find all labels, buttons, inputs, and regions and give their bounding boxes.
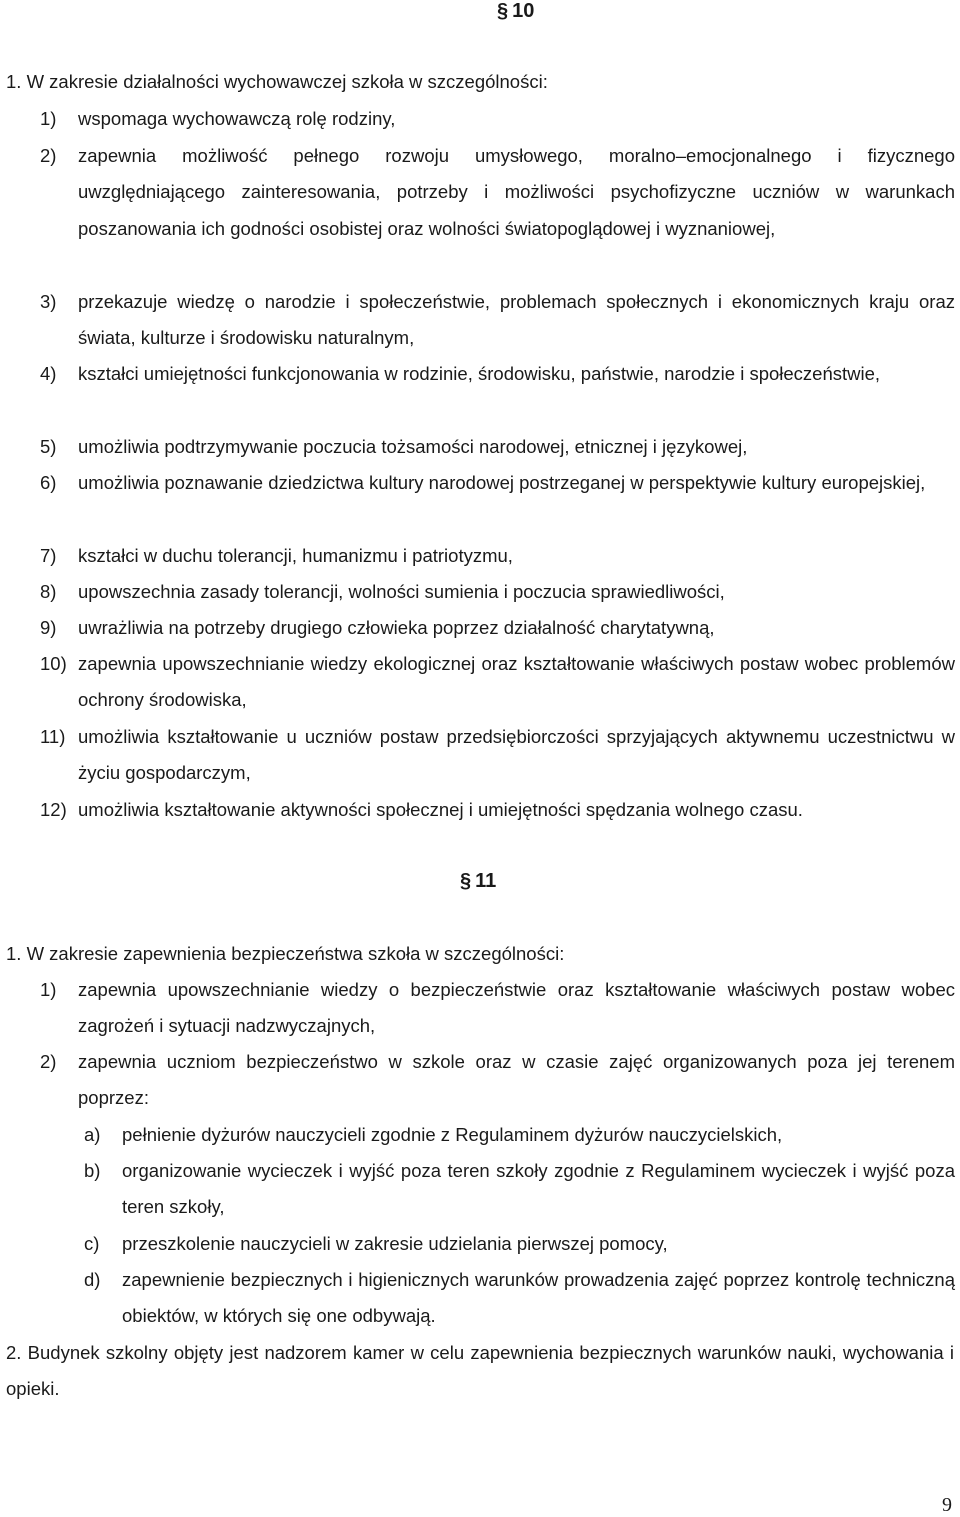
list-item xyxy=(40,1044,955,1117)
section-number: 11 xyxy=(475,870,497,892)
item-number: 11) xyxy=(40,726,66,747)
item-number: 12) xyxy=(40,799,67,820)
list-item xyxy=(40,574,955,610)
sub-item-letter: d) xyxy=(84,1269,101,1290)
page-number: 9 xyxy=(942,1494,952,1516)
item-text: kształci umiejętności funkcjonowania w rodzinie, środowisku, państwie, narodzie i społeczeństwie, xyxy=(78,363,881,384)
item-text: wspomaga wychowawczą rolę rodziny, xyxy=(78,108,396,129)
item-text: umożliwia kształtowanie u uczniów postaw przedsiębiorczości sprzyjających aktywnemu uczestnictwu w życiu gospodarczym, xyxy=(78,726,955,784)
item-number: 1) xyxy=(40,108,57,129)
item-number: 3) xyxy=(40,291,57,312)
list-item xyxy=(40,138,955,247)
item-text: zapewnia możliwość pełnego rozwoju umysłowego, moralno–emocjonalnego i fizycznego uwzględniającego zainteresowania, potrzeby i możliwości psychofizyczne uczniów w warunkach poszanowania ich godności osobistej oraz wolności światopoglądowej i wyznaniowej, xyxy=(78,145,955,239)
item-number: 6) xyxy=(40,472,57,493)
item-text: zapewnia upowszechnianie wiedzy ekologicznej oraz kształtowanie właściwych postaw wobec problemów ochrony środowiska, xyxy=(78,653,955,711)
section-11-heading xyxy=(460,870,496,893)
sub-item-letter: c) xyxy=(84,1233,100,1254)
section-10-intro: 1. W zakresie działalności wychowawczej szkoła w szczególności: xyxy=(6,71,548,92)
item-text: zapewnia uczniom bezpieczeństwo w szkole oraz w czasie zajęć organizowanych poza jej terenem poprzez: xyxy=(78,1051,955,1109)
sub-item-text: organizowanie wycieczek i wyjść poza teren szkoły zgodnie z Regulaminem wycieczek i wyjść poza teren szkoły, xyxy=(122,1160,955,1218)
sub-item-letter: b) xyxy=(84,1160,101,1181)
item-number: 9) xyxy=(40,617,57,638)
item-text: upowszechnia zasady tolerancji, wolności sumienia i poczucia sprawiedliwości, xyxy=(78,581,725,602)
list-item xyxy=(40,719,955,792)
section-11-intro: 1. W zakresie zapewnienia bezpieczeństwa szkoła w szczególności: xyxy=(6,943,565,964)
item-number: 7) xyxy=(40,545,57,566)
item-number: 2) xyxy=(40,145,57,166)
section-symbol: § xyxy=(497,0,509,22)
item-text: zapewnia upowszechnianie wiedzy o bezpieczeństwie oraz kształtowanie właściwych postaw wobec zagrożeń i sytuacji nadzwyczajnych, xyxy=(78,979,955,1037)
section-number: 10 xyxy=(512,0,535,22)
item-text: umożliwia poznawanie dziedzictwa kultury narodowej postrzeganej w perspektywie kultury europejskiej, xyxy=(78,472,926,493)
sub-list-item xyxy=(84,1226,955,1262)
item-number: 2) xyxy=(40,1051,57,1072)
sub-item-text: pełnienie dyżurów nauczycieli zgodnie z Regulaminem dyżurów nauczycielskich, xyxy=(122,1124,783,1145)
list-item xyxy=(40,538,955,574)
section-11-point-2: 2. Budynek szkolny objęty jest nadzorem kamer w celu zapewnienia bezpiecznych warunków nauki, wychowania i opieki. xyxy=(6,1342,954,1400)
item-text: kształci w duchu tolerancji, humanizmu i patriotyzmu, xyxy=(78,545,513,566)
item-text: przekazuje wiedzę o narodzie i społeczeństwie, problemach społecznych i ekonomicznych kraju oraz świata, kulturze i środowisku naturalnym, xyxy=(78,291,955,349)
section-10-heading xyxy=(497,0,534,23)
item-number: 4) xyxy=(40,363,57,384)
section-symbol: § xyxy=(460,870,472,892)
item-number: 1) xyxy=(40,979,57,1000)
sub-item-text: przeszkolenie nauczycieli w zakresie udzielania pierwszej pomocy, xyxy=(122,1233,668,1254)
list-item xyxy=(40,465,955,501)
item-number: 5) xyxy=(40,436,57,457)
item-text: uwrażliwia na potrzeby drugiego człowieka poprzez działalność charytatywną, xyxy=(78,617,715,638)
sub-list-item xyxy=(84,1153,955,1226)
list-item xyxy=(40,646,955,719)
list-item xyxy=(40,792,955,828)
list-item xyxy=(40,284,955,357)
item-number: 10) xyxy=(40,653,67,674)
sub-list-item xyxy=(84,1262,955,1335)
list-item xyxy=(40,610,955,646)
sub-item-letter: a) xyxy=(84,1124,101,1145)
list-item xyxy=(40,429,955,465)
sub-item-text: zapewnienie bezpiecznych i higienicznych warunków prowadzenia zajęć poprzez kontrolę techniczną obiektów, w których się one odbywają. xyxy=(122,1269,955,1327)
list-item xyxy=(40,972,955,1045)
sub-list-item xyxy=(84,1117,955,1153)
item-text: umożliwia podtrzymywanie poczucia tożsamości narodowej, etnicznej i językowej, xyxy=(78,436,748,457)
list-item xyxy=(40,101,955,137)
item-text: umożliwia kształtowanie aktywności społecznej i umiejętności spędzania wolnego czasu. xyxy=(78,799,803,820)
item-number: 8) xyxy=(40,581,57,602)
list-item xyxy=(40,356,955,392)
